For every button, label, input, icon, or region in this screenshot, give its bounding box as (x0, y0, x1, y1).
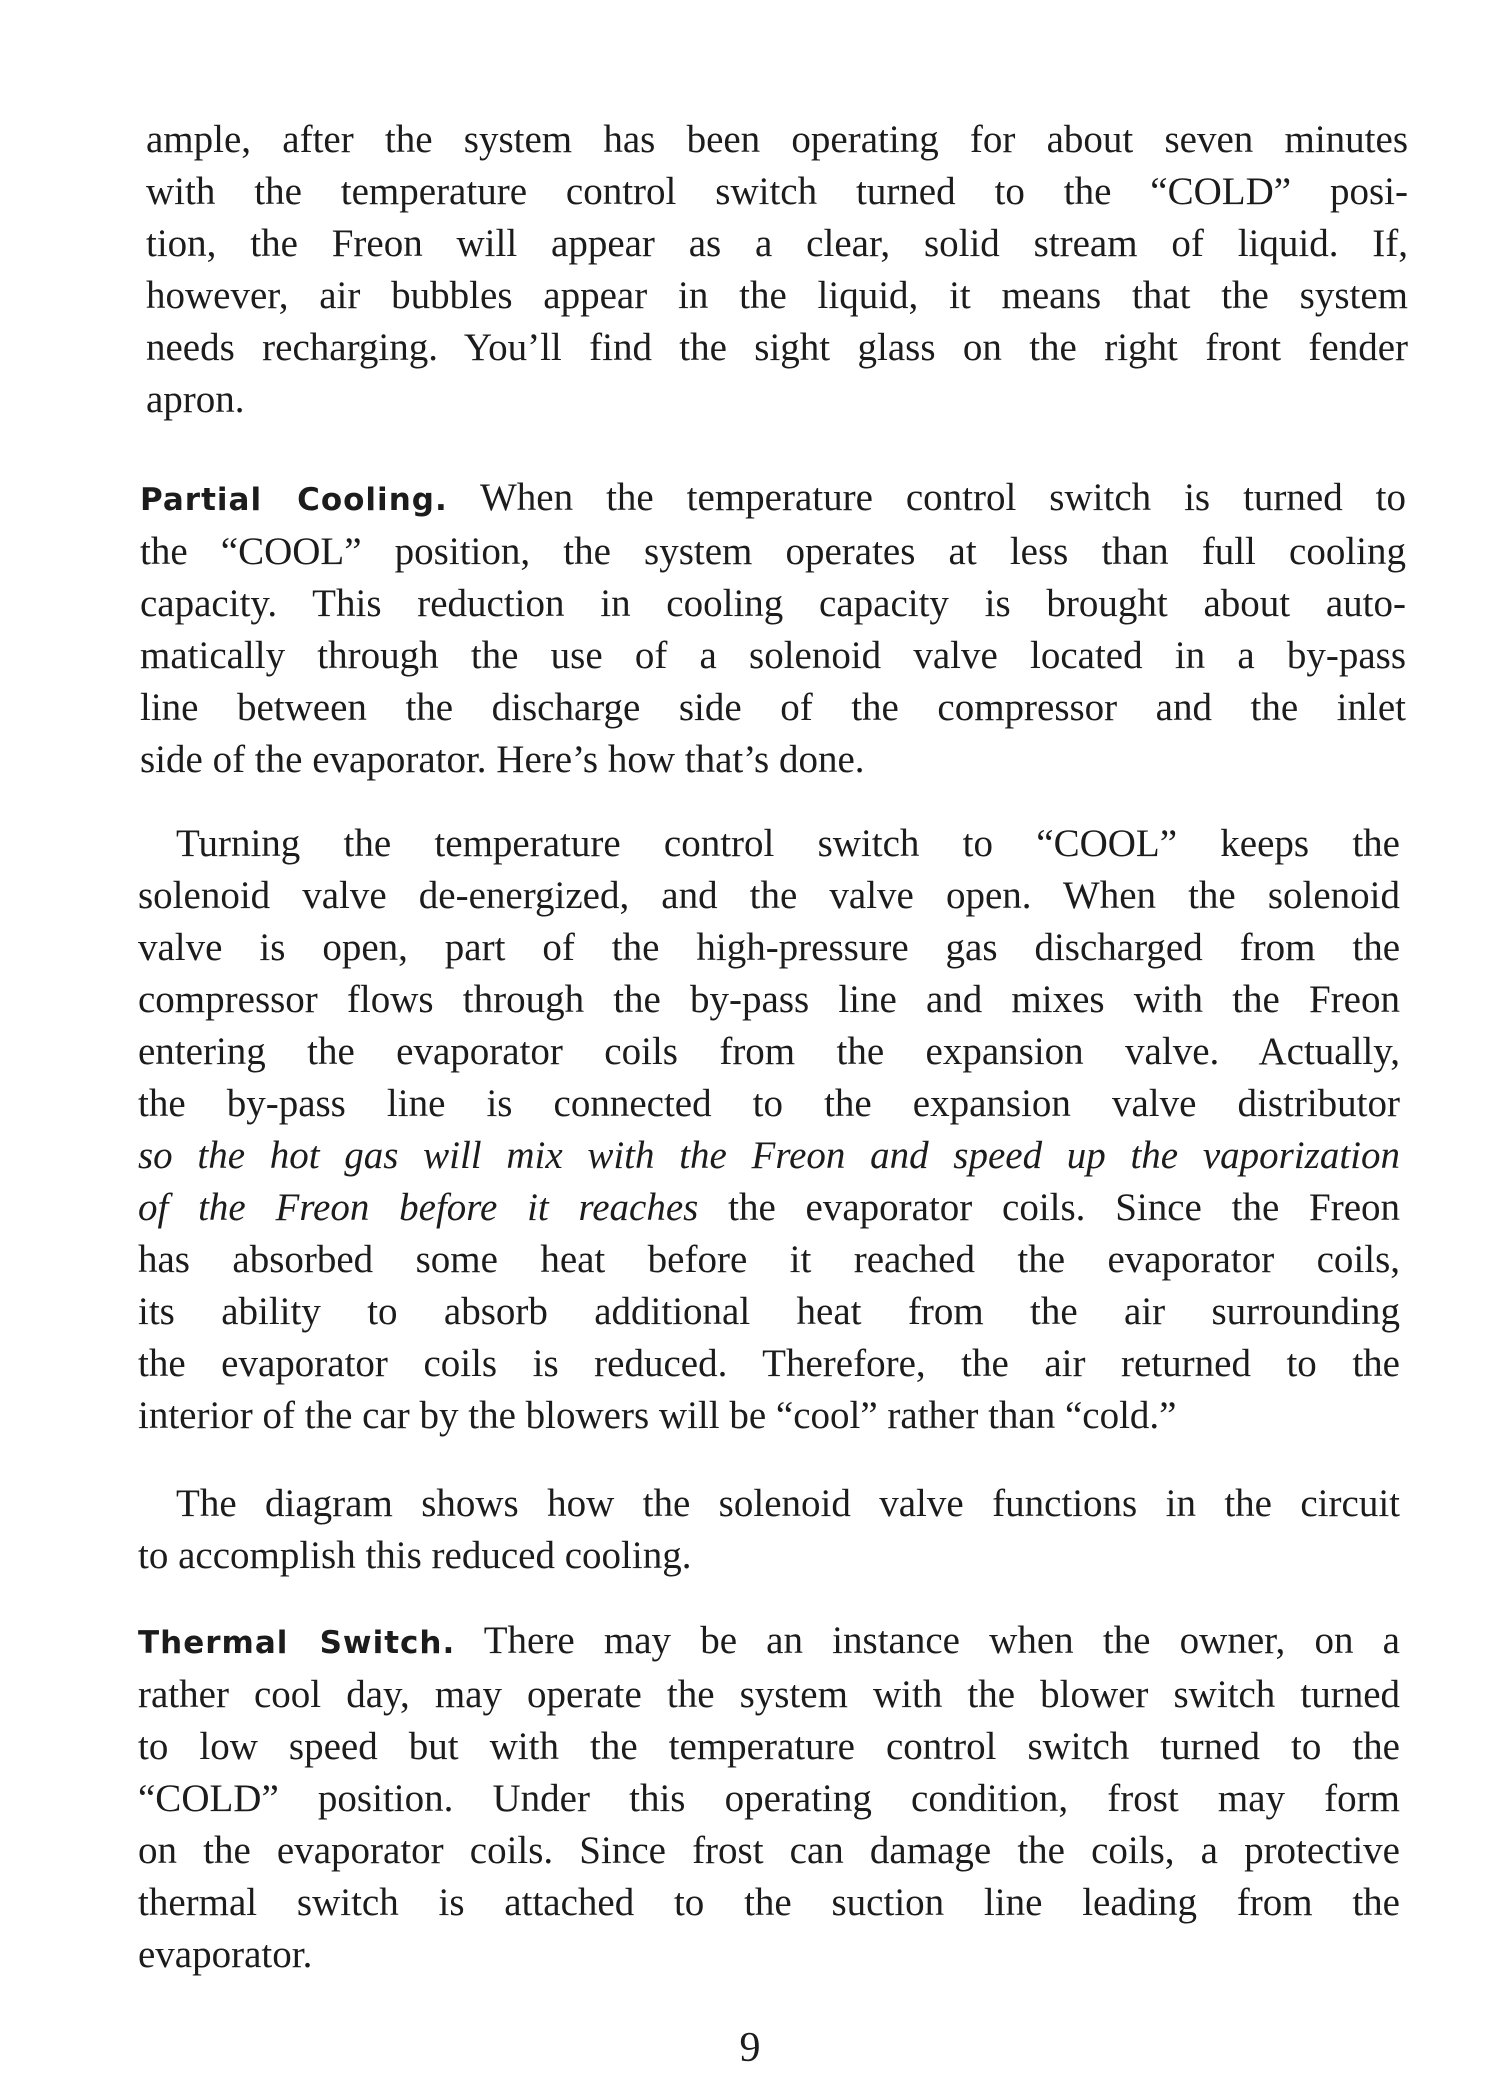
text-line: Turning the temperature control switch to “COOL” keeps the (176, 822, 1400, 865)
italic-text-run: of the Freon before it reaches (138, 1186, 699, 1229)
text-run: the evaporator coils. Since the Freon (698, 1186, 1400, 1229)
text-line: tion, the Freon will appear as a clear, solid stream of liquid. If, (146, 222, 1408, 265)
text-line: compressor flows through the by-pass line and mixes with the Freon (138, 978, 1400, 1021)
text-line: to accomplish this reduced cooling. (138, 1534, 692, 1577)
text-line: rather cool day, may operate the system with the blower switch turned (138, 1673, 1400, 1716)
text-line: side of the evaporator. Here’s how that’s done. (140, 738, 865, 781)
text-line: The diagram shows how the solenoid valve functions in the circuit (176, 1482, 1400, 1525)
text-line (140, 472, 1406, 526)
text-line (138, 1182, 1400, 1234)
text-run: There may be an instance when the owner, on a (455, 1619, 1400, 1662)
text-line: ample, after the system has been operating for about seven minutes (146, 118, 1408, 161)
text-run: When the temperature control switch is turned to (447, 476, 1406, 519)
text-line: however, air bubbles appear in the liquid, it means that the system (146, 274, 1408, 317)
text-line: on the evaporator coils. Since frost can damage the coils, a protective (138, 1829, 1400, 1872)
text-line: needs recharging. You’ll find the sight glass on the right front fender (146, 326, 1408, 369)
text-line: entering the evaporator coils from the expansion valve. Actually, (138, 1030, 1400, 1073)
text-line: matically through the use of a solenoid valve located in a by-pass (140, 634, 1406, 677)
paragraph-cool-position (138, 818, 1400, 1442)
text-line: valve is open, part of the high-pressure gas discharged from the (138, 926, 1400, 969)
text-line: apron. (146, 378, 245, 421)
section-heading-partial-cooling: Partial Cooling. (140, 482, 448, 518)
text-line: evaporator. (138, 1933, 313, 1976)
text-line: the “COOL” position, the system operates at less than full cooling (140, 530, 1406, 573)
text-line: solenoid valve de-energized, and the valve open. When the solenoid (138, 874, 1400, 917)
paragraph-diagram-note (138, 1478, 1400, 1582)
text-line (138, 1615, 1400, 1669)
paragraph-partial-cooling (140, 472, 1406, 786)
text-line: its ability to absorb additional heat from the air surrounding (138, 1290, 1400, 1333)
text-line: thermal switch is attached to the suction line leading from the (138, 1881, 1400, 1924)
text-line: has absorbed some heat before it reached the evaporator coils, (138, 1238, 1400, 1281)
section-heading-thermal-switch: Thermal Switch. (138, 1625, 456, 1661)
text-line: capacity. This reduction in cooling capacity is brought about auto- (140, 582, 1406, 625)
text-line: the evaporator coils is reduced. Therefore, the air returned to the (138, 1342, 1400, 1385)
page-number: 9 (739, 2025, 761, 2071)
text-line: “COLD” position. Under this operating condition, frost may form (138, 1777, 1400, 1820)
text-line: to low speed but with the temperature control switch turned to the (138, 1725, 1400, 1768)
text-line: the by-pass line is connected to the expansion valve distributor (138, 1082, 1400, 1125)
text-line: with the temperature control switch turned to the “COLD” posi- (146, 170, 1408, 213)
paragraph-thermal-switch (138, 1615, 1400, 1981)
italic-text-line: so the hot gas will mix with the Freon and speed up the vaporization (138, 1134, 1400, 1177)
paragraph-sight-glass (146, 114, 1408, 426)
text-line: interior of the car by the blowers will be “cool” rather than “cold.” (138, 1394, 1177, 1437)
text-line: line between the discharge side of the compressor and the inlet (140, 686, 1406, 729)
